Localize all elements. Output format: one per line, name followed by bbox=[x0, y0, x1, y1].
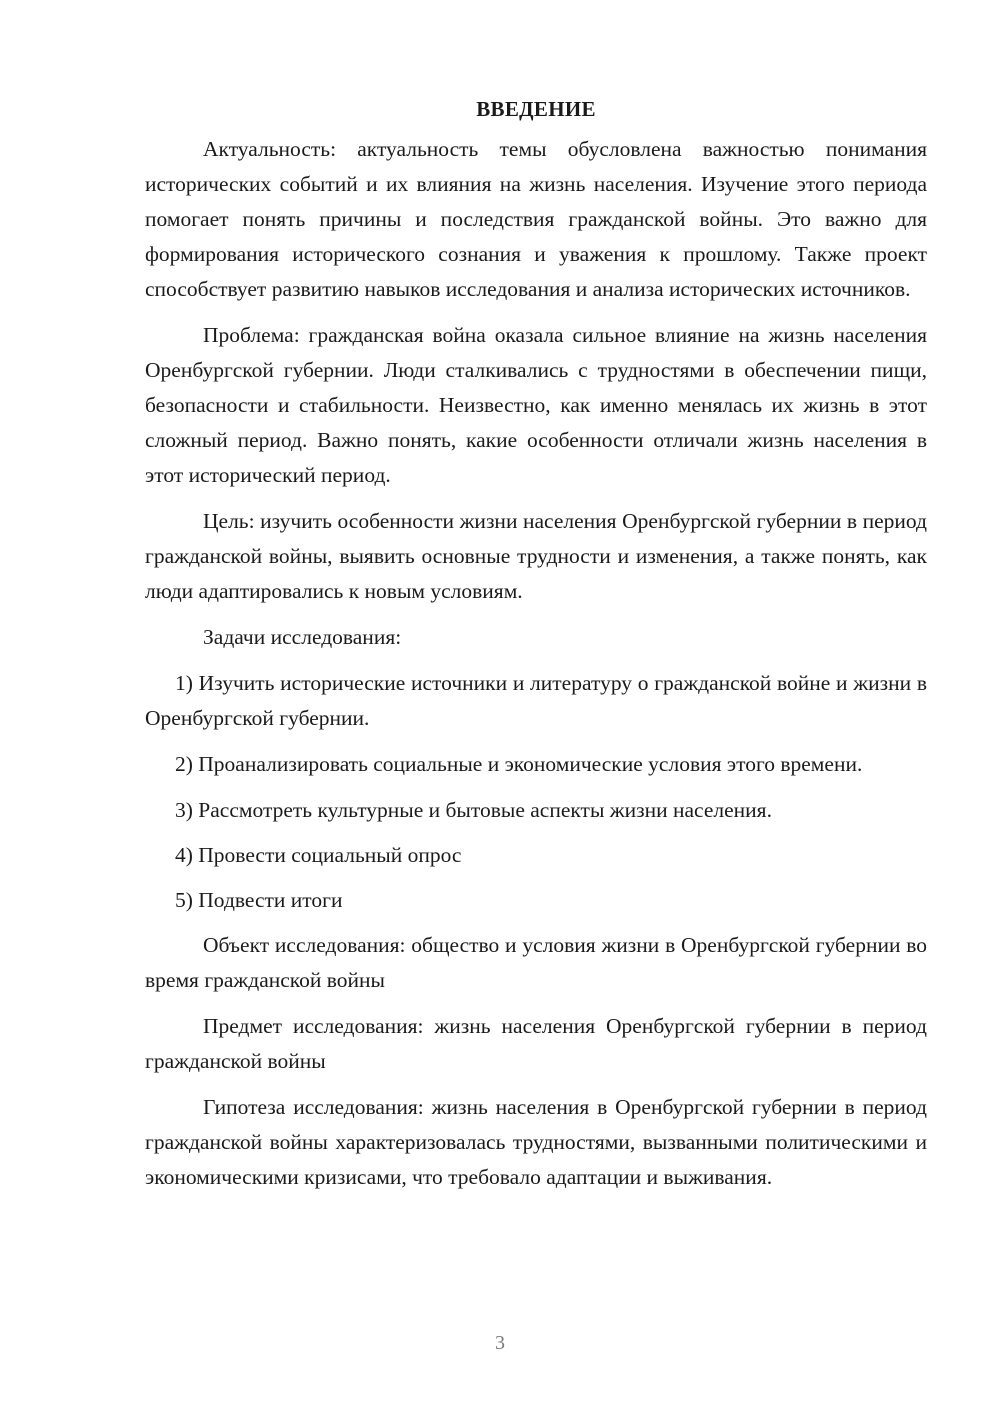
page-number: 3 bbox=[495, 1332, 505, 1354]
paragraph-goal: Цель: изучить особенности жизни населения Оренбургской губернии в период гражданской войны, выявить основные трудности и изменения, а также понять, как люди адаптировались к новым условиям. bbox=[145, 509, 927, 603]
paragraph-problem: Проблема: гражданская война оказала сильное влияние на жизнь населения Оренбургской губернии. Люди сталкивались с трудностями в обеспечении пищи, безопасности и стабильности. Неизвестно, как именно менялась их жизнь в этот сложный период. Важно понять, какие особенности отличали жизнь населения в этот исторический период. bbox=[145, 323, 927, 487]
paragraph-relevance: Актуальность: актуальность темы обусловлена важностью понимания исторических событий и их влияния на жизнь населения. Изучение этого периода помогает понять причины и последствия гражданской войны. Это важно для формирования исторического сознания и уважения к прошлому. Также проект способствует развитию навыков исследования и анализа исторических источников. bbox=[145, 137, 927, 301]
list-item: 3) Рассмотреть культурные и бытовые аспекты жизни населения. bbox=[175, 798, 772, 822]
document-page bbox=[145, 92, 927, 1206]
paragraph-subject: Предмет исследования: жизнь населения Оренбургской губернии в период гражданской войны bbox=[145, 1014, 927, 1073]
paragraph-object: Объект исследования: общество и условия жизни в Оренбургской губернии во время гражданской войны bbox=[145, 933, 927, 992]
tasks-heading: Задачи исследования: bbox=[203, 625, 402, 649]
paragraph-hypothesis: Гипотеза исследования: жизнь населения в Оренбургской губернии в период гражданской войны характеризовалась трудностями, вызванными политическими и экономическими кризисами, что требовало адаптации и выживания. bbox=[145, 1095, 927, 1189]
list-item: 5) Подвести итоги bbox=[175, 888, 343, 912]
list-item: 2) Проанализировать социальные и экономические условия этого времени. bbox=[175, 752, 863, 776]
tasks-list bbox=[145, 666, 927, 918]
page-title: ВВЕДЕНИЕ bbox=[476, 97, 596, 121]
list-item: 4) Провести социальный опрос bbox=[175, 843, 462, 867]
list-item: 1) Изучить исторические источники и литературу о гражданской войне и жизни в Оренбургской губернии. bbox=[145, 671, 927, 730]
